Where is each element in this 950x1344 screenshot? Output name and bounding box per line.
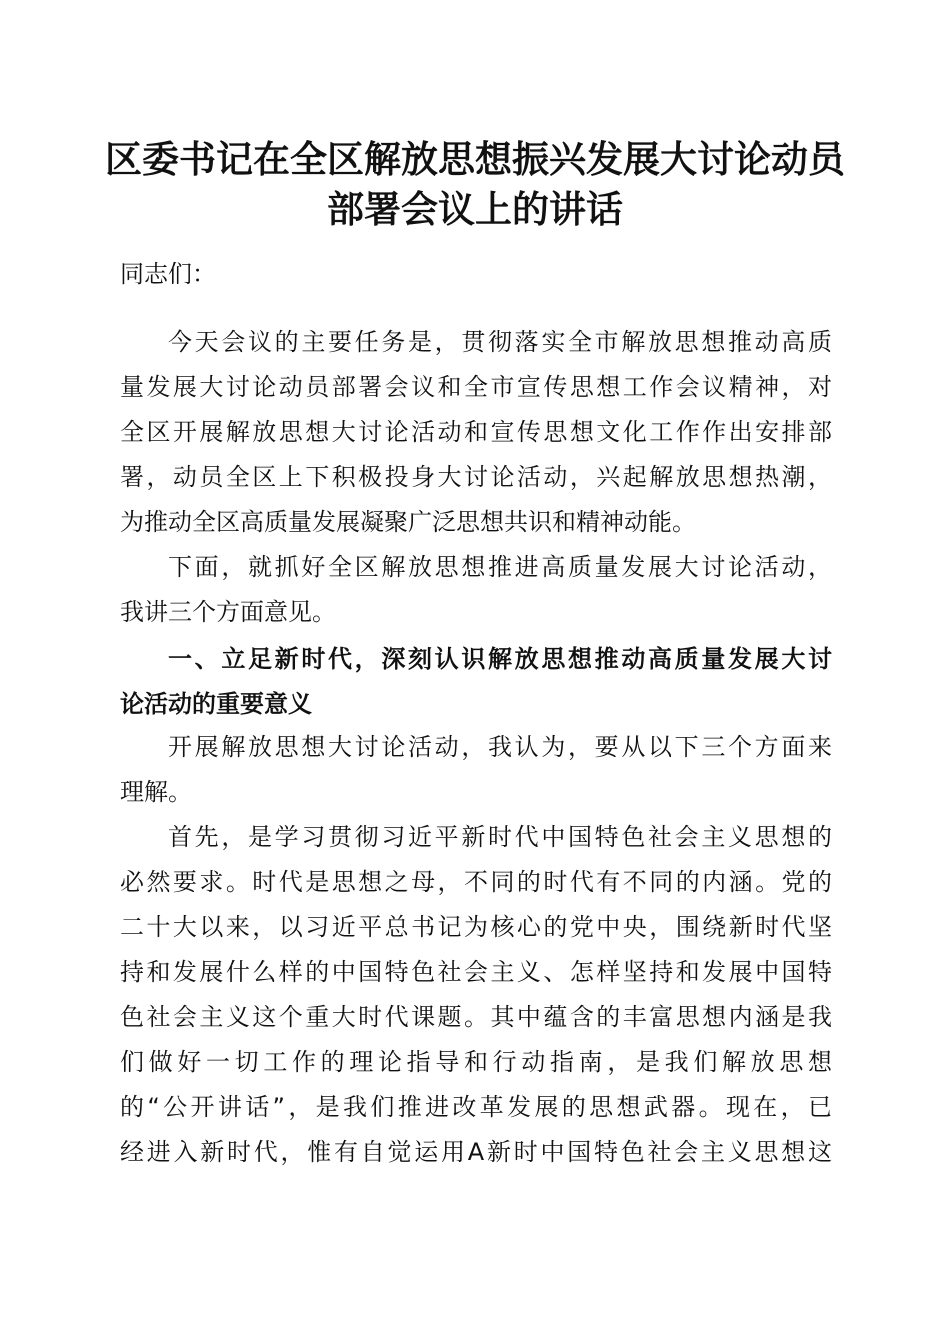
paragraph-line: 二十大以来，以习近平总书记为核心的党中央，围绕新时代坚	[120, 913, 832, 941]
paragraph-line: 色社会主义这个重大时代课题。其中蕴含的丰富思想内涵是我	[120, 1003, 832, 1031]
paragraph-line: 持和发展什么样的中国特色社会主义、怎样坚持和发展中国特	[120, 958, 832, 986]
paragraph-line: 今天会议的主要任务是，贯彻落实全市解放思想推动高质	[168, 328, 832, 356]
paragraph-line: 开展解放思想大讨论活动，我认为，要从以下三个方面来	[168, 733, 832, 761]
paragraph-line: 署，动员全区上下积极投身大讨论活动，兴起解放思想热潮，	[120, 463, 832, 491]
paragraph-line: 的“公开讲话”，是我们推进改革发展的思想武器。现在，已	[120, 1093, 832, 1121]
paragraph-line: 理解。	[120, 778, 192, 806]
paragraph-line: 首先，是学习贯彻习近平新时代中国特色社会主义思想的	[168, 823, 832, 851]
paragraph-line: 经进入新时代，惟有自觉运用A新时中国特色社会主义思想这	[120, 1138, 832, 1166]
section-heading: 论活动的重要意义	[120, 690, 312, 718]
paragraph-line: 下面，就抓好全区解放思想推进高质量发展大讨论活动，	[168, 553, 832, 581]
document-title-line-1: 区委书记在全区解放思想振兴发展大讨论动员	[105, 137, 845, 181]
section-heading: 一、立足新时代，深刻认识解放思想推动高质量发展大讨	[168, 645, 832, 673]
paragraph-line: 全区开展解放思想大讨论活动和宣传思想文化工作作出安排部	[120, 418, 832, 446]
paragraph-line: 们做好一切工作的理论指导和行动指南，是我们解放思想	[120, 1048, 832, 1076]
paragraph-line: 为推动全区高质量发展凝聚广泛思想共识和精神动能。	[120, 508, 696, 536]
salutation: 同志们：	[120, 260, 216, 288]
paragraph-line: 量发展大讨论动员部署会议和全市宣传思想工作会议精神，对	[120, 373, 832, 401]
paragraph-line: 必然要求。时代是思想之母，不同的时代有不同的内涵。党的	[120, 868, 832, 896]
paragraph-line: 我讲三个方面意见。	[120, 598, 336, 626]
document-title-line-2: 部署会议上的讲话	[327, 187, 623, 231]
